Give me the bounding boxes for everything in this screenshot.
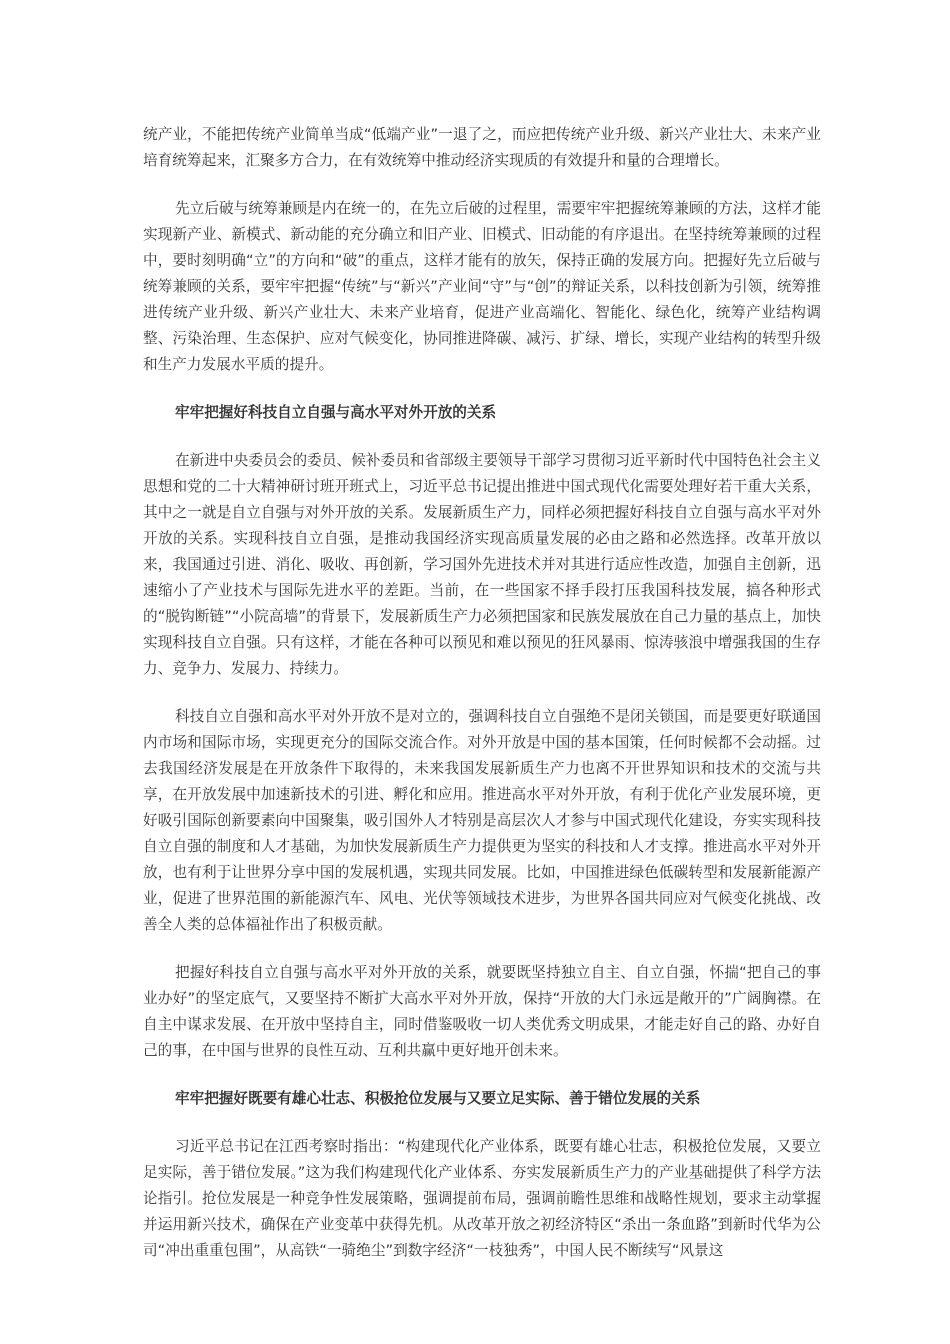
section-heading-ambition-positioning: 牢牢把握好既要有雄心壮志、积极抢位发展与又要立足实际、善于错位发展的关系 — [175, 1090, 701, 1107]
paragraph-balance-relationship: 把握好科技自立自强与高水平对外开放的关系，就要既坚持独立自主、自立自强，怀揣“把自己的事业办好”的坚定底气，又要坚持不断扩大高水平对外开放，保持“开放的大门永远是敞开的”广阔胸襟。在自主中谋求发展、在开放中坚持自主，同时借鉴吸收一切人类优秀文明成果，才能走好自己的路、办好自己的事，在中国与世界的良性互动、互利共赢中更好地开创未来。 — [143, 964, 821, 1059]
paragraph-tech-self-reliance: 在新进中央委员会的委员、候补委员和省部级主要领导干部学习贯彻习近平新时代中国特色社会主义思想和党的二十大精神研讨班开班式上，习近平总书记提出推进中国式现代化需要处理好若干重大关系，其中之一就是自立自强与对外开放的关系。发展新质生产力，同样必须把握好科技自立自强与高水平对外开放的关系。实现科技自立自强，是推动我国经济实现高质量发展的必由之路和必然选择。改革开放以来，我国通过引进、消化、吸收、再创新，学习国外先进技术并对其进行适应性改造，加强自主创新，迅速缩小了产业技术与国际先进水平的差距。当前，在一些国家不择手段打压我国科技发展，搞各种形式的“脱钩断链”“小院高墙”的背景下，发展新质生产力必须把国家和民族发展放在自己力量的基点上，加快实现科技自立自强。只有这样，才能在各种可以预见和难以预见的狂风暴雨、惊涛骇浪中增强我国的生存力、竞争力、发展力、持续力。 — [143, 452, 821, 677]
paragraph-continuation: 统产业，不能把传统产业简单当成“低端产业”一退了之，而应把传统产业升级、新兴产业壮大、未来产业培育统筹起来，汇聚多方合力，在有效统筹中推动经济实现质的有效提升和量的合理增长。 — [143, 126, 821, 169]
paragraph-xianli-houpo: 先立后破与统筹兼顾是内在统一的，在先立后破的过程里，需要牢牢把握统筹兼顾的方法，这样才能实现新产业、新模式、新动能的充分确立和旧产业、旧模式、旧动能的有序退出。在坚持统筹兼顾的过程中，要时刻明确“立”的方向和“破”的重点，这样才能有的放矢，保持正确的发展方向。把握好先立后破与统筹兼顾的关系，要牢牢把握“传统”与“新兴”产业间“守”与“创”的辩证关系，以科技创新为引领，统筹推进传统产业升级、新兴产业壮大、未来产业培育，促进产业高端化、智能化、绿色化，统筹产业结构调整、污染治理、生态保护、应对气候变化，协同推进降碳、减污、扩绿、增长，实现产业结构的转型升级和生产力发展水平质的提升。 — [143, 200, 821, 373]
paragraph-opening-up: 科技自立自强和高水平对外开放不是对立的，强调科技自立自强绝不是闭关锁国，而是要更好联通国内市场和国际市场，实现更充分的国际交流合作。对外开放是中国的基本国策，任何时候都不会动摇。过去我国经济发展是在开放条件下取得的，未来我国发展新质生产力也离不开世界知识和技术的交流与共享，在开放发展中加速新技术的引进、孵化和应用。推进高水平对外开放，有利于优化产业发展环境，更好吸引国际创新要素向中国聚集，吸引国外人才特别是高层次人才参与中国式现代化建设，夯实实现科技自立自强的制度和人才基础，为加快发展新质生产力提供更为坚实的科技和人才支撑。推进高水平对外开放，也有利于让世界分享中国的发展机遇，实现共同发展。比如，中国推进绿色低碳转型和发展新能源产业，促进了世界范围的新能源汽车、风电、光伏等领域技术进步，为世界各国共同应对气候变化挑战、改善全人类的总体福祉作出了积极贡献。 — [143, 708, 821, 933]
paragraph-jiangxi-inspection: 习近平总书记在江西考察时指出：“构建现代化产业体系，既要有雄心壮志，积极抢位发展，又要立足实际，善于错位发展。”这为我们构建现代化产业体系、夯实发展新质生产力的产业基础提供了科学方法论指引。抢位发展是一种竞争性发展策略，强调提前布局，强调前瞻性思维和战略性规划，要求主动掌握并运用新兴技术，确保在产业变革中获得先机。从改革开放之初经济特区“杀出一条血路”到新时代华为公司“冲出重重包围”，从高铁“一骑绝尘”到数字经济“一枝独秀”，中国人民不断续写“风景这 — [143, 1138, 821, 1259]
section-heading-tech-opening: 牢牢把握好科技自立自强与高水平对外开放的关系 — [175, 404, 497, 421]
document-body — [143, 122, 821, 1264]
